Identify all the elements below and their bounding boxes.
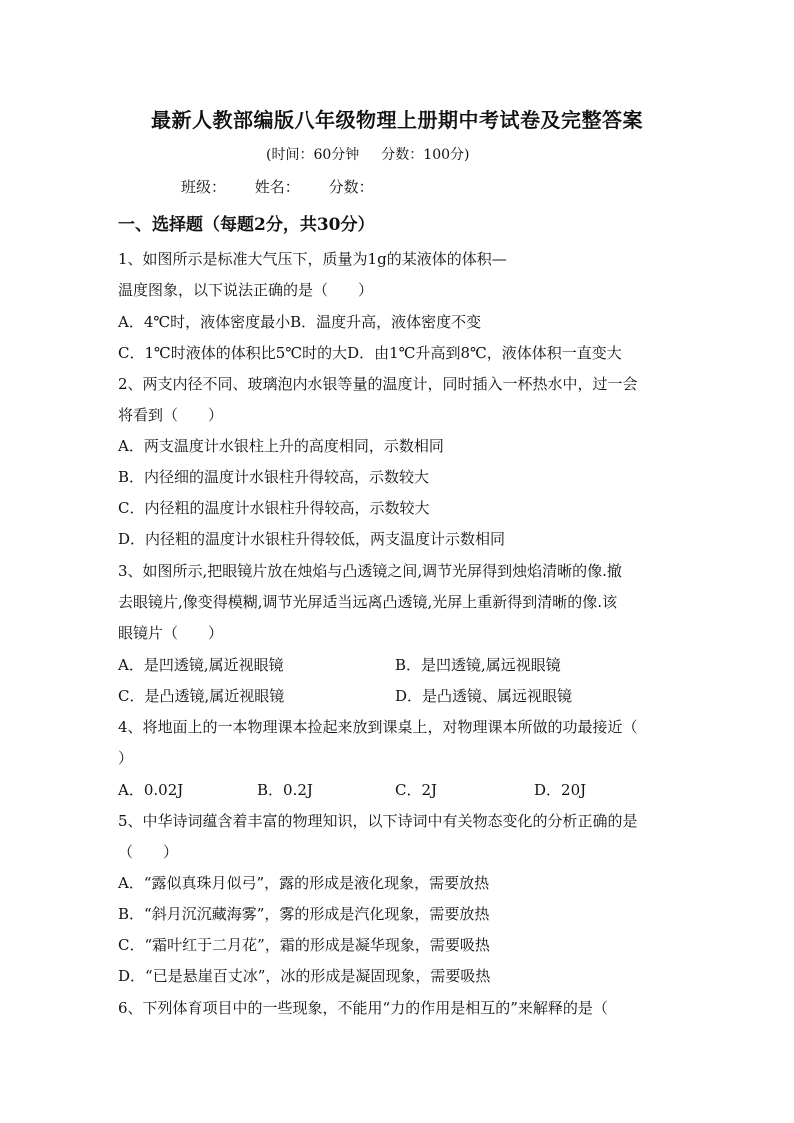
q3-option-d: D．是凸透镜、属远视眼镜: [395, 687, 573, 705]
q3-line2: 去眼镜片,像变得模糊,调节光屏适当远离凸透镜,光屏上重新得到清晰的像.该: [118, 593, 618, 611]
q2-option-a: A．两支温度计水银柱上升的高度相同，示数相同: [118, 437, 444, 455]
q4-line1: 4、将地面上的一本物理课本捡起来放到课桌上，对物理课本所做的功最接近（: [118, 718, 638, 736]
q2-option-d: D．内径粗的温度计水银柱升得较低，两支温度计示数相同: [118, 530, 506, 548]
q5-option-d: D．“已是悬崖百丈冰”，冰的形成是凝固现象，需要吸热: [118, 967, 491, 985]
name-label: 姓名：: [254, 178, 300, 196]
q3-option-a: A．是凹透镜,属近视眼镜: [118, 656, 284, 674]
q5-line2: （ ）: [118, 843, 179, 861]
exam-meta: [266, 144, 469, 164]
q3-line1: 3、如图所示,把眼镜片放在烛焰与凸透镜之间,调节光屏得到烛焰清晰的像.撤: [118, 562, 622, 580]
q1-line1: 1、如图所示是标准大气压下，质量为1g的某液体的体积—: [118, 250, 507, 268]
q2-line2: 将看到（ ）: [118, 406, 224, 424]
q2-option-b: B．内径细的温度计水银柱升得较高，示数较大: [118, 468, 430, 486]
q5-option-a: A．“露似真珠月似弓”，露的形成是液化现象，需要放热: [118, 874, 490, 892]
time-limit: (时间：60分钟: [266, 147, 360, 163]
q4-option-d: D．20J: [534, 781, 587, 799]
q4-option-b: B．0.2J: [257, 781, 313, 799]
student-info: [181, 176, 398, 197]
total-score: 分数：100分): [381, 147, 470, 163]
q6-line1: 6、下列体育项目中的一些现象，不能用“力的作用是相互的”来解释的是（: [118, 999, 608, 1017]
q5-option-c: C．“霜叶红于二月花”，霜的形成是凝华现象，需要吸热: [118, 936, 490, 954]
q3-line3: 眼镜片（ ）: [118, 624, 224, 642]
q2-line1: 2、两支内径不同、玻璃泡内水银等量的温度计，同时插入一杯热水中，过一会: [118, 375, 638, 393]
q1-line2: 温度图象，以下说法正确的是（ ）: [118, 281, 374, 299]
q3-option-b: B．是凹透镜,属远视眼镜: [395, 656, 561, 674]
q3-option-c: C．是凸透镜,属近视眼镜: [118, 687, 285, 705]
section-heading: 一、选择题（每题2分，共30分）: [118, 215, 375, 235]
q4-option-c: C．2J: [395, 781, 438, 799]
q5-line1: 5、中华诗词蕴含着丰富的物理知识，以下诗词中有关物态变化的分析正确的是: [118, 812, 638, 830]
page-title: 最新人教部编版八年级物理上册期中考试卷及完整答案: [151, 108, 643, 132]
q1-line3: A．4℃时，液体密度最小B．温度升高，液体密度不变: [118, 313, 482, 331]
class-label: 班级：: [181, 178, 227, 196]
score-label: 分数：: [328, 178, 374, 196]
q2-option-c: C．内径粗的温度计水银柱升得较高，示数较大: [118, 499, 430, 517]
q1-line4: C．1℃时液体的体积比5℃时的大D．由1℃升高到8℃，液体体积一直变大: [118, 344, 622, 362]
q5-option-b: B．“斜月沉沉藏海雾”，雾的形成是汽化现象，需要放热: [118, 905, 490, 923]
q4-option-a: A．0.02J: [118, 781, 184, 799]
q4-line2: ）: [118, 749, 134, 767]
